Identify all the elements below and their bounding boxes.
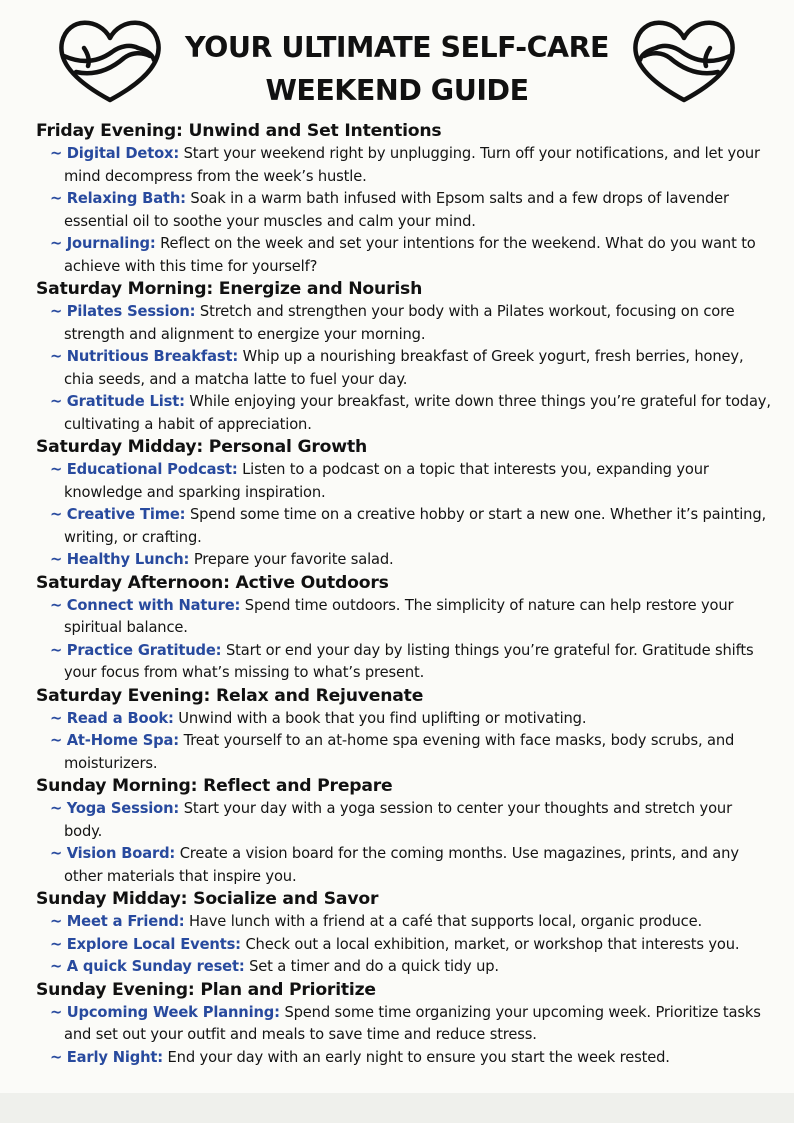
section-saturday-afternoon — [36, 572, 772, 685]
tilde-bullet: ~ — [50, 393, 63, 410]
list-item — [36, 391, 772, 436]
item-text: Stretch and strengthen your body with a Pilates workout, focusing on core strength and alignment to energize your morning. — [64, 303, 735, 343]
item-text: Start your weekend right by unplugging. Turn off your notifications, and let your mind decompress from the week’s hustle. — [64, 145, 760, 185]
section-sunday-morning — [36, 775, 772, 888]
item-text: Unwind with a book that you find uplifting or motivating. — [178, 709, 587, 727]
list-item — [36, 188, 772, 233]
list-item — [36, 595, 772, 640]
page-bottom-band — [0, 1093, 794, 1123]
item-text: Spend some time organizing your upcoming week. Prioritize tasks and set out your outfit and meals to save time and reduce stress. — [64, 1003, 761, 1043]
tilde-bullet: ~ — [50, 935, 63, 953]
item-label: Pilates Session: — [66, 303, 196, 320]
tilde-bullet: ~ — [50, 235, 63, 252]
section-saturday-morning — [36, 278, 772, 436]
list-item — [36, 301, 772, 346]
tilde-bullet: ~ — [50, 551, 63, 568]
item-text: Check out a local exhibition, market, or workshop that interests you. — [245, 935, 740, 953]
item-label: Gratitude List: — [66, 393, 185, 410]
section-friday-evening — [36, 120, 772, 278]
title-line-2: WEEKEND GUIDE — [265, 74, 529, 107]
item-label: Explore Local Events: — [66, 935, 241, 953]
tilde-bullet: ~ — [50, 506, 63, 523]
list-item — [36, 708, 772, 731]
item-label: A quick Sunday reset: — [66, 958, 245, 975]
section-heading: Sunday Evening: Plan and Prioritize — [36, 979, 376, 1000]
list-item — [36, 640, 772, 685]
item-text: Spend some time on a creative hobby or start a new one. Whether it’s painting, writing, or crafting. — [64, 506, 767, 546]
item-label: At-Home Spa: — [66, 732, 180, 749]
list-item — [36, 1002, 772, 1047]
guide-content — [36, 120, 772, 1069]
list-item — [36, 549, 772, 572]
tilde-bullet: ~ — [50, 732, 63, 749]
section-sunday-midday — [36, 888, 772, 979]
list-item — [36, 843, 772, 888]
item-label: Practice Gratitude: — [66, 641, 222, 659]
item-label: Read a Book: — [66, 709, 174, 727]
item-text: While enjoying your breakfast, write down three things you’re grateful for today, cultivating a habit of appreciation. — [64, 393, 771, 433]
item-label: Early Night: — [66, 1048, 164, 1066]
tilde-bullet: ~ — [50, 461, 63, 478]
item-text: Whip up a nourishing breakfast of Greek yogurt, fresh berries, honey, chia seeds, and a matcha latte to fuel your day. — [64, 348, 744, 388]
tilde-bullet: ~ — [50, 303, 63, 320]
item-label: Creative Time: — [66, 506, 186, 523]
item-text: Spend time outdoors. The simplicity of nature can help restore your spiritual balance. — [64, 596, 734, 636]
section-heading: Saturday Morning: Energize and Nourish — [36, 279, 423, 299]
hugging-heart-icon — [628, 12, 740, 104]
tilde-bullet: ~ — [50, 641, 63, 659]
item-text: Treat yourself to an at-home spa evening with face masks, body scrubs, and moisturizers. — [64, 732, 735, 772]
tilde-bullet: ~ — [50, 145, 63, 162]
item-label: Healthy Lunch: — [66, 551, 190, 568]
tilde-bullet: ~ — [50, 800, 63, 817]
list-item — [36, 504, 772, 549]
item-label: Nutritious Breakfast: — [66, 348, 239, 365]
item-label: Vision Board: — [66, 845, 176, 862]
item-label: Connect with Nature: — [66, 596, 241, 614]
list-item — [36, 346, 772, 391]
section-sunday-evening — [36, 979, 772, 1070]
item-text: Listen to a podcast on a topic that interests you, expanding your knowledge and sparking inspiration. — [64, 461, 709, 501]
item-label: Upcoming Week Planning: — [66, 1003, 280, 1021]
tilde-bullet: ~ — [50, 913, 63, 930]
tilde-bullet: ~ — [50, 958, 63, 975]
item-text: End your day with an early night to ensure you start the week rested. — [167, 1048, 670, 1066]
item-text: Have lunch with a friend at a café that supports local, organic produce. — [189, 913, 703, 930]
tilde-bullet: ~ — [50, 1048, 63, 1066]
section-heading: Saturday Afternoon: Active Outdoors — [36, 572, 389, 593]
hugging-heart-icon — [54, 12, 166, 104]
tilde-bullet: ~ — [50, 348, 63, 365]
section-heading: Saturday Evening: Relax and Rejuvenate — [36, 685, 424, 706]
item-text: Reflect on the week and set your intentions for the weekend. What do you want to achieve with this time for yourself? — [64, 235, 756, 275]
section-heading: Sunday Morning: Reflect and Prepare — [36, 776, 393, 796]
tilde-bullet: ~ — [50, 1003, 63, 1021]
item-text: Start your day with a yoga session to center your thoughts and stretch your body. — [64, 800, 732, 840]
list-item — [36, 233, 772, 278]
item-label: Meet a Friend: — [66, 913, 185, 930]
item-text: Prepare your favorite salad. — [193, 551, 394, 568]
list-item — [36, 459, 772, 504]
section-saturday-midday — [36, 436, 772, 572]
tilde-bullet: ~ — [50, 190, 63, 207]
section-heading: Sunday Midday: Socialize and Savor — [36, 889, 379, 909]
item-label: Digital Detox: — [66, 145, 180, 162]
item-label: Yoga Session: — [66, 800, 180, 817]
item-label: Journaling: — [66, 235, 156, 252]
page-header — [0, 0, 794, 118]
item-label: Educational Podcast: — [66, 461, 238, 478]
section-saturday-evening — [36, 685, 772, 776]
list-item — [36, 956, 772, 979]
page-title — [170, 26, 624, 112]
list-item — [36, 911, 772, 934]
tilde-bullet: ~ — [50, 596, 63, 614]
list-item — [36, 730, 772, 775]
section-heading: Saturday Midday: Personal Growth — [36, 437, 367, 457]
title-line-1: YOUR ULTIMATE SELF-CARE — [185, 31, 609, 64]
item-text: Soak in a warm bath infused with Epsom salts and a few drops of lavender essential oil to soothe your muscles and calm your mind. — [64, 190, 729, 230]
list-item — [36, 798, 772, 843]
item-text: Set a timer and do a quick tidy up. — [249, 958, 499, 975]
item-text: Create a vision board for the coming months. Use magazines, prints, and any other materials that inspire you. — [64, 845, 739, 885]
tilde-bullet: ~ — [50, 845, 63, 862]
section-heading: Friday Evening: Unwind and Set Intentions — [36, 121, 442, 141]
list-item — [36, 1047, 772, 1070]
list-item — [36, 143, 772, 188]
item-text: Start or end your day by listing things you’re grateful for. Gratitude shifts your focus from what’s missing to what’s present. — [64, 641, 754, 681]
item-label: Relaxing Bath: — [66, 190, 186, 207]
list-item — [36, 934, 772, 957]
tilde-bullet: ~ — [50, 709, 63, 727]
